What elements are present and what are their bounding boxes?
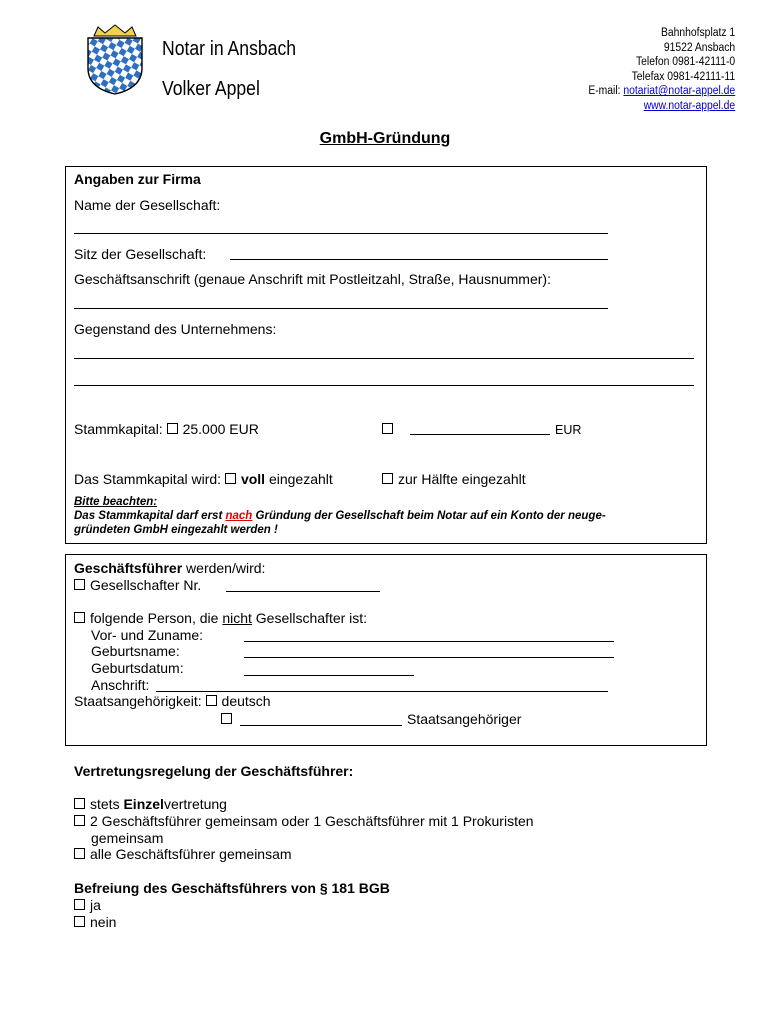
exemption-yes-row bbox=[74, 897, 101, 913]
note-part-2: Gründung der Gesellschaft beim Notar auf ein Konto der neuge- bbox=[252, 510, 606, 522]
address-street: Bahnhofsplatz 1 bbox=[660, 27, 735, 39]
gf-shareholder-number-field[interactable] bbox=[226, 591, 380, 592]
address-label: Geschäftsanschrift (genaue Anschrift mit Postleitzahl, Straße, Hausnummer): bbox=[74, 271, 551, 287]
address-web-row bbox=[588, 99, 735, 114]
opt3-label: alle Geschäftsführer gemeinsam bbox=[90, 846, 292, 862]
firma-section bbox=[65, 166, 707, 544]
note-heading: Bitte beachten: bbox=[74, 496, 158, 508]
payment-half-row bbox=[382, 471, 526, 487]
bavarian-lozenge-crest-icon bbox=[80, 24, 150, 96]
gf-birthname-label: Geburtsname: bbox=[91, 643, 180, 659]
firma-heading: Angaben zur Firma bbox=[74, 171, 201, 187]
gf-fullname-field[interactable] bbox=[244, 641, 614, 642]
joint-two-checkbox[interactable] bbox=[74, 815, 85, 826]
address-fax: Telefax 0981-42111-11 bbox=[631, 70, 735, 83]
gf-shareholder-label: Gesellschafter Nr. bbox=[90, 577, 202, 593]
gf-birthdate-field[interactable] bbox=[244, 675, 414, 676]
gf-other-nationality-field[interactable] bbox=[240, 725, 402, 726]
gf-heading bbox=[74, 560, 265, 576]
capital-other-checkbox[interactable] bbox=[382, 423, 393, 434]
address-phone: Telefon 0981-42111-0 bbox=[635, 56, 735, 69]
payment-row bbox=[74, 471, 333, 487]
seat-label: Sitz der Gesellschaft: bbox=[74, 246, 207, 262]
gf-heading-bold: Geschäftsführer bbox=[74, 560, 183, 576]
gf-nationality-label: Staatsangehörigkeit: bbox=[74, 693, 202, 709]
opt1-pre: stets bbox=[90, 796, 124, 812]
exemption-no-row bbox=[74, 914, 116, 930]
payment-full-checkbox[interactable] bbox=[225, 473, 236, 484]
gf-fullname-label: Vor- und Zuname: bbox=[91, 627, 204, 643]
gf-german-checkbox[interactable] bbox=[206, 695, 217, 706]
web-link[interactable]: www.notar-appel.de bbox=[643, 99, 735, 112]
gf-person-row bbox=[74, 610, 367, 626]
payment-full-suffix: eingezahlt bbox=[268, 471, 333, 487]
note-line-2: gründeten GmbH eingezahlt werden ! bbox=[74, 524, 278, 536]
seat-field[interactable] bbox=[230, 259, 608, 260]
gf-other-nationality-checkbox[interactable] bbox=[221, 713, 232, 724]
gf-address-label: Anschrift: bbox=[91, 677, 150, 693]
purpose-field-line-1[interactable] bbox=[74, 358, 694, 359]
purpose-field-line-2[interactable] bbox=[74, 385, 694, 386]
gf-birthdate-label: Geburtsdatum: bbox=[91, 660, 184, 676]
address-city: 91522 Ansbach bbox=[663, 41, 735, 54]
payment-full-label: voll bbox=[240, 471, 266, 487]
representation-heading: Vertretungsregelung der Geschäftsführer: bbox=[74, 763, 354, 779]
gf-german-label: deutsch bbox=[221, 693, 271, 709]
representation-option-2 bbox=[74, 813, 534, 829]
gf-heading-rest: werden/wird: bbox=[182, 560, 266, 576]
gf-person-nicht: nicht bbox=[222, 610, 252, 626]
office-title: Notar in Ansbach bbox=[162, 38, 297, 60]
capital-other-amount-field[interactable] bbox=[410, 434, 550, 435]
payment-label: Das Stammkapital wird: bbox=[74, 471, 222, 487]
gf-person-part-1: folgende Person, die bbox=[90, 610, 223, 626]
note-nach: nach bbox=[225, 510, 253, 522]
capital-other-row bbox=[382, 421, 398, 437]
note-line-1 bbox=[74, 510, 606, 522]
all-joint-checkbox[interactable] bbox=[74, 848, 85, 859]
capital-row bbox=[74, 421, 259, 437]
notary-name: Volker Appel bbox=[162, 78, 260, 100]
gf-other-nationality-label: Staatsangehöriger bbox=[407, 711, 522, 727]
gf-birthname-field[interactable] bbox=[244, 657, 614, 658]
address-block bbox=[588, 26, 735, 114]
company-name-field[interactable] bbox=[74, 233, 608, 234]
exemption-heading: Befreiung des Geschäftsführers von § 181 BGB bbox=[74, 880, 390, 896]
address-email-row bbox=[588, 84, 735, 99]
purpose-label: Gegenstand des Unternehmens: bbox=[74, 321, 277, 337]
capital-25000-checkbox[interactable] bbox=[167, 423, 178, 434]
gf-shareholder-row bbox=[74, 577, 201, 593]
gf-address-field[interactable] bbox=[156, 691, 608, 692]
exemption-no-label: nein bbox=[90, 914, 117, 930]
gf-person-checkbox[interactable] bbox=[74, 612, 85, 623]
managing-director-section bbox=[65, 554, 707, 746]
email-link[interactable]: notariat@notar-appel.de bbox=[623, 85, 735, 98]
exemption-yes-label: ja bbox=[90, 897, 101, 913]
sole-representation-checkbox[interactable] bbox=[74, 798, 85, 809]
opt2-line-2: gemeinsam bbox=[91, 830, 164, 846]
gf-person-part-2: Gesellschafter ist: bbox=[251, 610, 368, 626]
representation-option-1 bbox=[74, 796, 227, 812]
business-address-field[interactable] bbox=[74, 308, 608, 309]
email-label: E-mail: bbox=[588, 85, 624, 98]
capital-other-unit: EUR bbox=[555, 423, 582, 437]
capital-label: Stammkapital: bbox=[74, 421, 163, 437]
exemption-no-checkbox[interactable] bbox=[74, 916, 85, 927]
representation-option-3 bbox=[74, 846, 292, 862]
exemption-yes-checkbox[interactable] bbox=[74, 899, 85, 910]
capital-25000-label: 25.000 EUR bbox=[182, 421, 259, 437]
note-part-1: Das Stammkapital darf erst bbox=[74, 510, 226, 522]
opt2-line-1: 2 Geschäftsführer gemeinsam oder 1 Geschäftsführer mit 1 Prokuristen bbox=[90, 813, 534, 829]
company-name-label: Name der Gesellschaft: bbox=[74, 197, 221, 213]
gf-other-nationality-row bbox=[221, 711, 237, 727]
payment-half-label: zur Hälfte eingezahlt bbox=[398, 471, 526, 487]
gf-shareholder-checkbox[interactable] bbox=[74, 579, 85, 590]
gf-nationality-row bbox=[74, 693, 271, 709]
opt1-bold: Einzel bbox=[123, 796, 164, 812]
page-title: GmbH-Gründung bbox=[319, 130, 451, 147]
opt1-post: vertretung bbox=[163, 796, 227, 812]
payment-half-checkbox[interactable] bbox=[382, 473, 393, 484]
